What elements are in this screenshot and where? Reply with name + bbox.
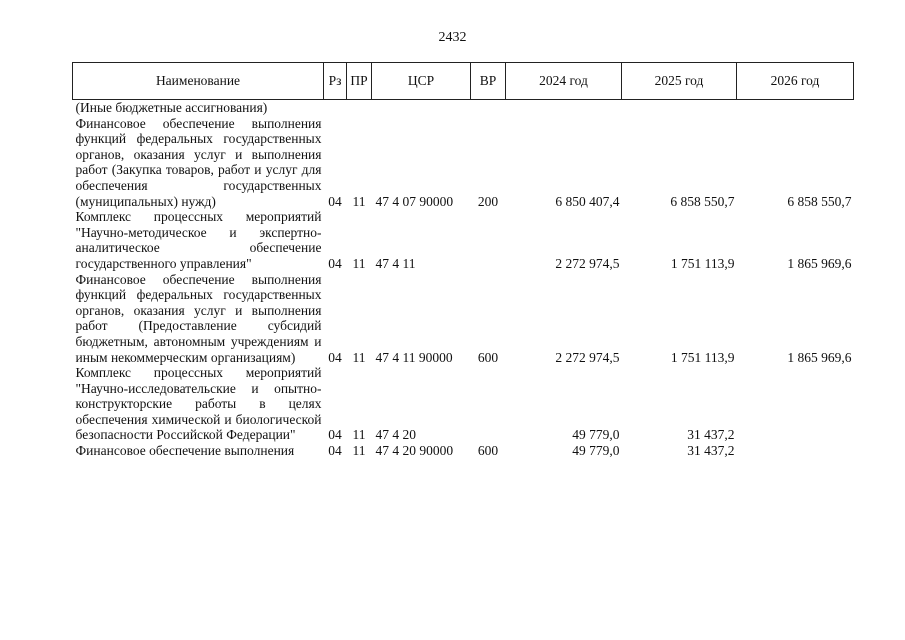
row-pr: 11 <box>352 255 366 271</box>
row-2024: 2 272 974,5 <box>555 255 620 271</box>
row-csr: 47 4 20 90000 <box>375 443 454 459</box>
header-name: Наименование <box>73 63 324 100</box>
row-2026: 1 865 969,6 <box>787 255 852 271</box>
table-row <box>73 443 854 459</box>
table-body <box>73 100 854 459</box>
row-rz <box>324 100 347 116</box>
row-2025: 31 437,2 <box>687 427 735 443</box>
header-rz: Рз <box>324 63 347 100</box>
row-pr: 11 <box>352 427 366 443</box>
row-csr: 47 4 07 90000 <box>375 193 454 209</box>
row-vr: 600 <box>477 443 499 459</box>
row-csr <box>372 100 471 116</box>
row-2025: 1 751 113,9 <box>670 255 735 271</box>
table-row <box>73 209 854 271</box>
table-header <box>73 63 854 100</box>
row-pr: 11 <box>352 443 366 459</box>
row-name: Комплекс процессных мероприятий "Научно-исследовательские и опытно-конструкторские работы в целях обеспечения химической и биологической безопасности Российской Федерации" <box>75 365 322 443</box>
row-2025: 1 751 113,9 <box>670 349 735 365</box>
row-vr <box>471 365 506 443</box>
row-csr: 47 4 11 <box>375 255 416 271</box>
row-name: (Иные бюджетные ассигнования) <box>75 100 268 115</box>
row-2024: 49 779,0 <box>572 443 620 459</box>
row-pr: 11 <box>352 349 366 365</box>
row-csr: 47 4 20 <box>375 427 416 443</box>
row-2026 <box>737 100 854 116</box>
page-number: 2432 <box>438 30 467 45</box>
row-2024: 2 272 974,5 <box>555 349 620 365</box>
row-2026: 1 865 969,6 <box>787 349 852 365</box>
header-pr: ПР <box>347 63 372 100</box>
row-pr <box>347 100 372 116</box>
row-2024 <box>506 100 622 116</box>
row-vr <box>471 100 506 116</box>
row-2025 <box>622 100 737 116</box>
table-row <box>73 116 854 210</box>
budget-table <box>72 62 854 459</box>
row-2024: 49 779,0 <box>572 427 620 443</box>
table-row <box>73 100 854 116</box>
row-pr: 11 <box>352 193 366 209</box>
row-name: Финансовое обеспечение выполнения функций федеральных государственных органов, оказания услуг и выполнения работ (Предоставление субсидий бюджетным, автономным учреждениям и иным некоммерческим организациям) <box>75 271 322 365</box>
row-rz: 04 <box>328 427 342 443</box>
row-name: Финансовое обеспечение выполнения <box>75 443 295 459</box>
row-name: Комплекс процессных мероприятий "Научно-методическое и экспертно-аналитическое обеспечение государственного управления" <box>75 209 322 271</box>
header-2024: 2024 год <box>506 63 622 100</box>
header-csr: ЦСР <box>372 63 471 100</box>
row-2024: 6 850 407,4 <box>555 193 620 209</box>
header-row <box>73 63 854 100</box>
row-rz: 04 <box>328 255 342 271</box>
table-row <box>73 365 854 443</box>
row-2026 <box>737 365 854 443</box>
row-rz: 04 <box>328 443 342 459</box>
row-vr <box>471 209 506 271</box>
row-rz: 04 <box>328 349 342 365</box>
header-vr: ВР <box>471 63 506 100</box>
table-row <box>73 272 854 366</box>
row-2026: 6 858 550,7 <box>787 193 852 209</box>
row-rz: 04 <box>328 193 342 209</box>
header-2026: 2026 год <box>737 63 854 100</box>
row-2025: 6 858 550,7 <box>670 193 735 209</box>
header-2025: 2025 год <box>622 63 737 100</box>
row-2025: 31 437,2 <box>687 443 735 459</box>
row-name: Финансовое обеспечение выполнения функций федеральных государственных органов, оказания услуг и выполнения работ (Закупка товаров, работ и услуг для обеспечения государственных (муниципальных) нужд) <box>75 115 322 209</box>
row-vr: 600 <box>477 349 499 365</box>
row-2026 <box>737 443 854 459</box>
row-vr: 200 <box>477 193 499 209</box>
row-csr: 47 4 11 90000 <box>375 349 453 365</box>
